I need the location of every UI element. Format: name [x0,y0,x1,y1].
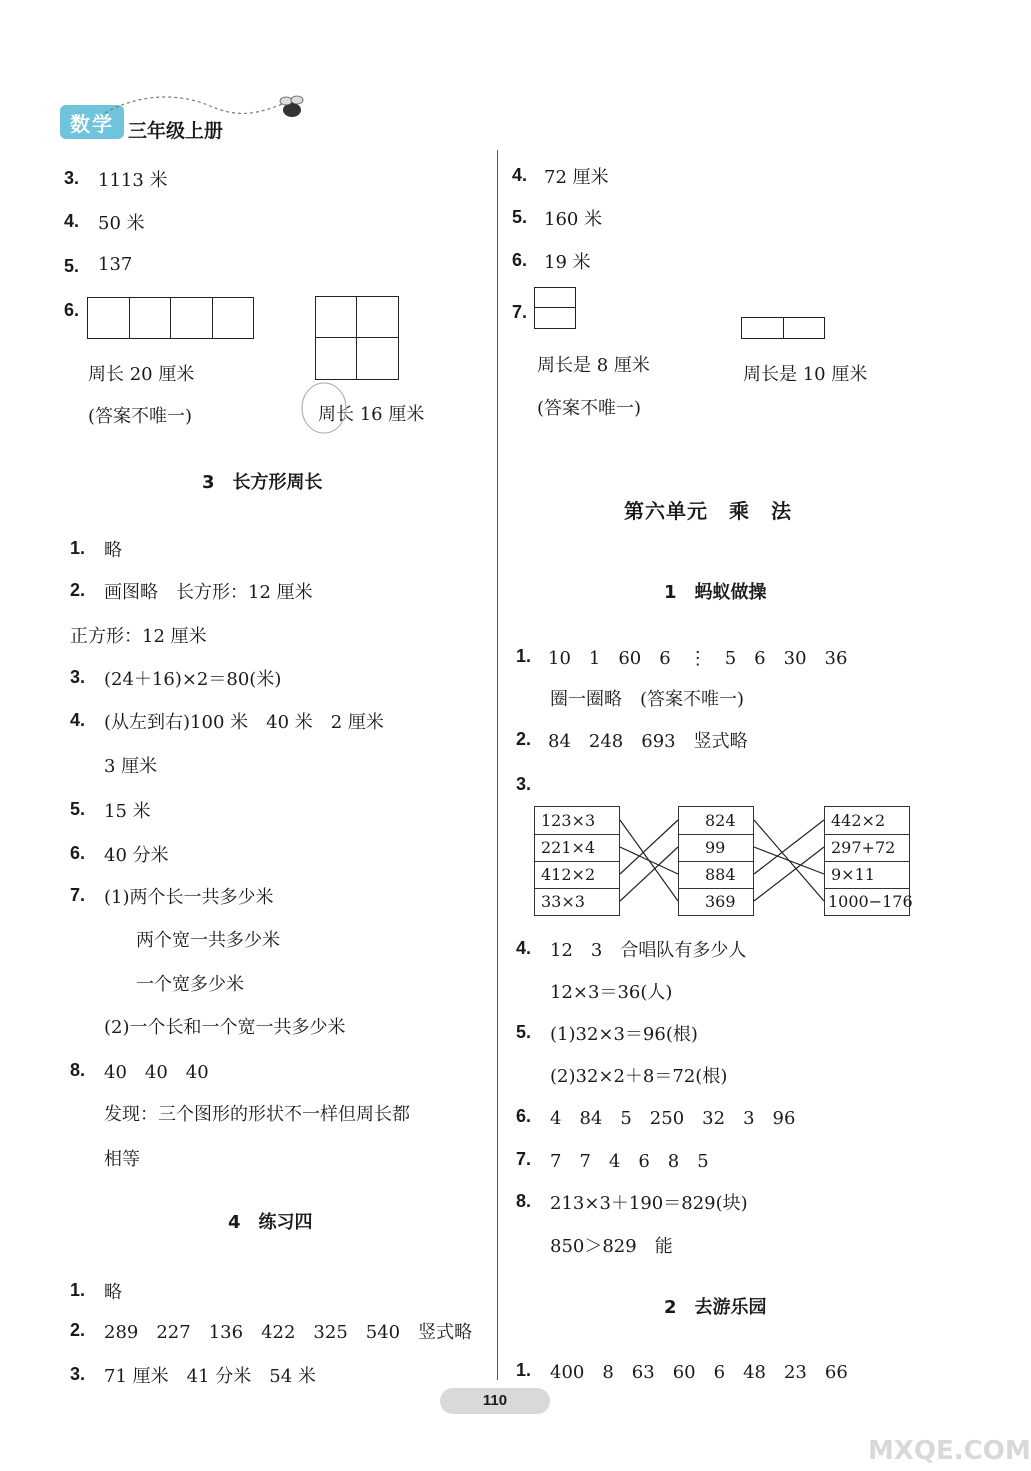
s4-number: 1. [70,1280,86,1300]
right-item-number: 4. [512,165,528,185]
s4-number: 2. [70,1320,86,1340]
match-right-expr: 1000−176 [828,892,913,911]
s3-text: (2)一个长和一个宽一共多少米 [104,1017,346,1038]
s4-text: 略 [104,1282,122,1303]
unit-title: 第六单元 乘 法 [624,499,792,523]
section-title: 3 长方形周长 [202,472,323,493]
matching-lines [620,806,824,916]
match-left-expr: 123×3 [541,811,596,830]
section-title: 1 蚂蚁做操 [664,582,767,603]
fig6-caption-a: 周长 20 厘米 [88,364,195,385]
s3-number: 7. [70,885,86,905]
r1-text: 850＞829 能 [550,1236,673,1257]
left-item-number: 5. [64,256,80,276]
s3-text: 两个宽一共多少米 [136,930,280,951]
r2-text: 400 8 63 60 6 48 23 66 [550,1362,848,1383]
rectangle-1x4-figure [87,297,254,339]
s3-text: (1)两个长一共多少米 [104,887,274,908]
r1-text: 213×3＋190＝829(块) [550,1193,748,1214]
match-left-expr: 33×3 [541,892,585,911]
section-title: 4 练习四 [228,1212,313,1233]
fig6-caption-b: 周长 16 厘米 [318,404,425,425]
r1-number: 4. [516,938,532,958]
watermark-text: MXQE.COM [868,1436,1031,1466]
match-mid-value: 99 [705,838,726,857]
match-right-expr: 9×11 [831,865,875,884]
s3-text: (24＋16)×2＝80(米) [104,669,282,690]
match-right-expr: 297+72 [831,838,896,857]
r1-number: 1. [516,646,532,666]
s3-text: 一个宽多少米 [136,974,244,995]
r1-number: 6. [516,1106,532,1126]
s4-number: 3. [70,1364,86,1384]
left-item-number: 3. [64,168,80,188]
s3-number: 5. [70,799,86,819]
match-left-expr: 221×4 [541,838,596,857]
r1-number: 7. [516,1149,532,1169]
rectangle-1x2-figure [741,317,825,339]
match-mid-value: 824 [705,811,736,830]
fig7-note: (答案不唯一) [537,398,642,419]
s3-text: 略 [104,540,122,561]
s3-number: 8. [70,1060,86,1080]
match-left-expr: 412×2 [541,865,596,884]
stamp-icon [298,380,350,436]
match-right-box [824,806,913,916]
r1-text: 7 7 4 6 8 5 [550,1151,709,1172]
square-two-row-figure [534,287,576,329]
left-item-text: 1113 米 [98,170,168,191]
s3-number: 1. [70,538,86,558]
left-item-text: 50 米 [98,213,145,234]
r1-text: (1)32×3＝96(根) [550,1024,698,1045]
s3-text: (从左到右)100 米 40 米 2 厘米 [104,712,384,733]
match-mid-value: 884 [705,865,736,884]
s3-number: 2. [70,580,86,600]
column-divider [497,150,498,1380]
fig7-caption-b: 周长是 10 厘米 [743,364,868,385]
fig6-note: (答案不唯一) [88,406,193,427]
left-item-number: 4. [64,211,80,231]
r1-text: 84 248 693 竖式略 [548,731,748,752]
right-item-number: 7. [512,302,528,322]
r1-text: 12 3 合唱队有多少人 [550,940,747,961]
right-item-text: 160 米 [544,209,603,230]
page-number: 110 [440,1388,550,1414]
left-item-text: 137 [98,254,133,275]
r1-number: 3. [516,774,532,794]
right-item-text: 19 米 [544,252,591,273]
r1-text: 12×3＝36(人) [550,982,673,1003]
square-2x2-figure [315,296,399,380]
r1-text: (2)32×2＋8＝72(根) [550,1066,728,1087]
section-title: 2 去游乐园 [664,1297,767,1318]
s3-text: 正方形：12 厘米 [70,626,207,647]
subject-logo: 数学 [60,105,124,139]
left-item-number: 6. [64,300,80,320]
r1-number: 2. [516,729,532,749]
s3-number: 6. [70,843,86,863]
s4-text: 71 厘米 41 分米 54 米 [104,1366,316,1387]
s3-text: 3 厘米 [104,756,158,777]
s4-text: 289 227 136 422 325 540 竖式略 [104,1322,473,1343]
s3-text: 相等 [104,1149,140,1170]
r1-text: 10 1 60 6 ⋮ 5 6 30 36 [548,648,848,669]
match-right-expr: 442×2 [831,811,886,830]
r1-text: 4 84 5 250 32 3 96 [550,1108,796,1129]
bee-decoration-icon [100,88,310,128]
r2-number: 1. [516,1360,532,1380]
right-item-number: 5. [512,207,528,227]
s3-text: 40 分米 [104,845,169,866]
r1-text: 圈一圈略 (答案不唯一) [550,689,745,710]
right-item-number: 6. [512,250,528,270]
fig7-caption-a: 周长是 8 厘米 [537,355,650,376]
match-left-box [534,806,620,916]
r1-number: 5. [516,1022,532,1042]
s3-number: 3. [70,667,86,687]
s3-text: 40 40 40 [104,1062,209,1083]
right-item-text: 72 厘米 [544,167,609,188]
book-title: 三年级上册 [128,120,224,142]
s3-text: 15 米 [104,801,151,822]
r1-number: 8. [516,1191,532,1211]
match-mid-value: 369 [705,892,736,911]
s3-text: 发现：三个图形的形状不一样但周长都 [104,1104,410,1125]
s3-text: 画图略 长方形：12 厘米 [104,582,313,603]
s3-number: 4. [70,710,86,730]
